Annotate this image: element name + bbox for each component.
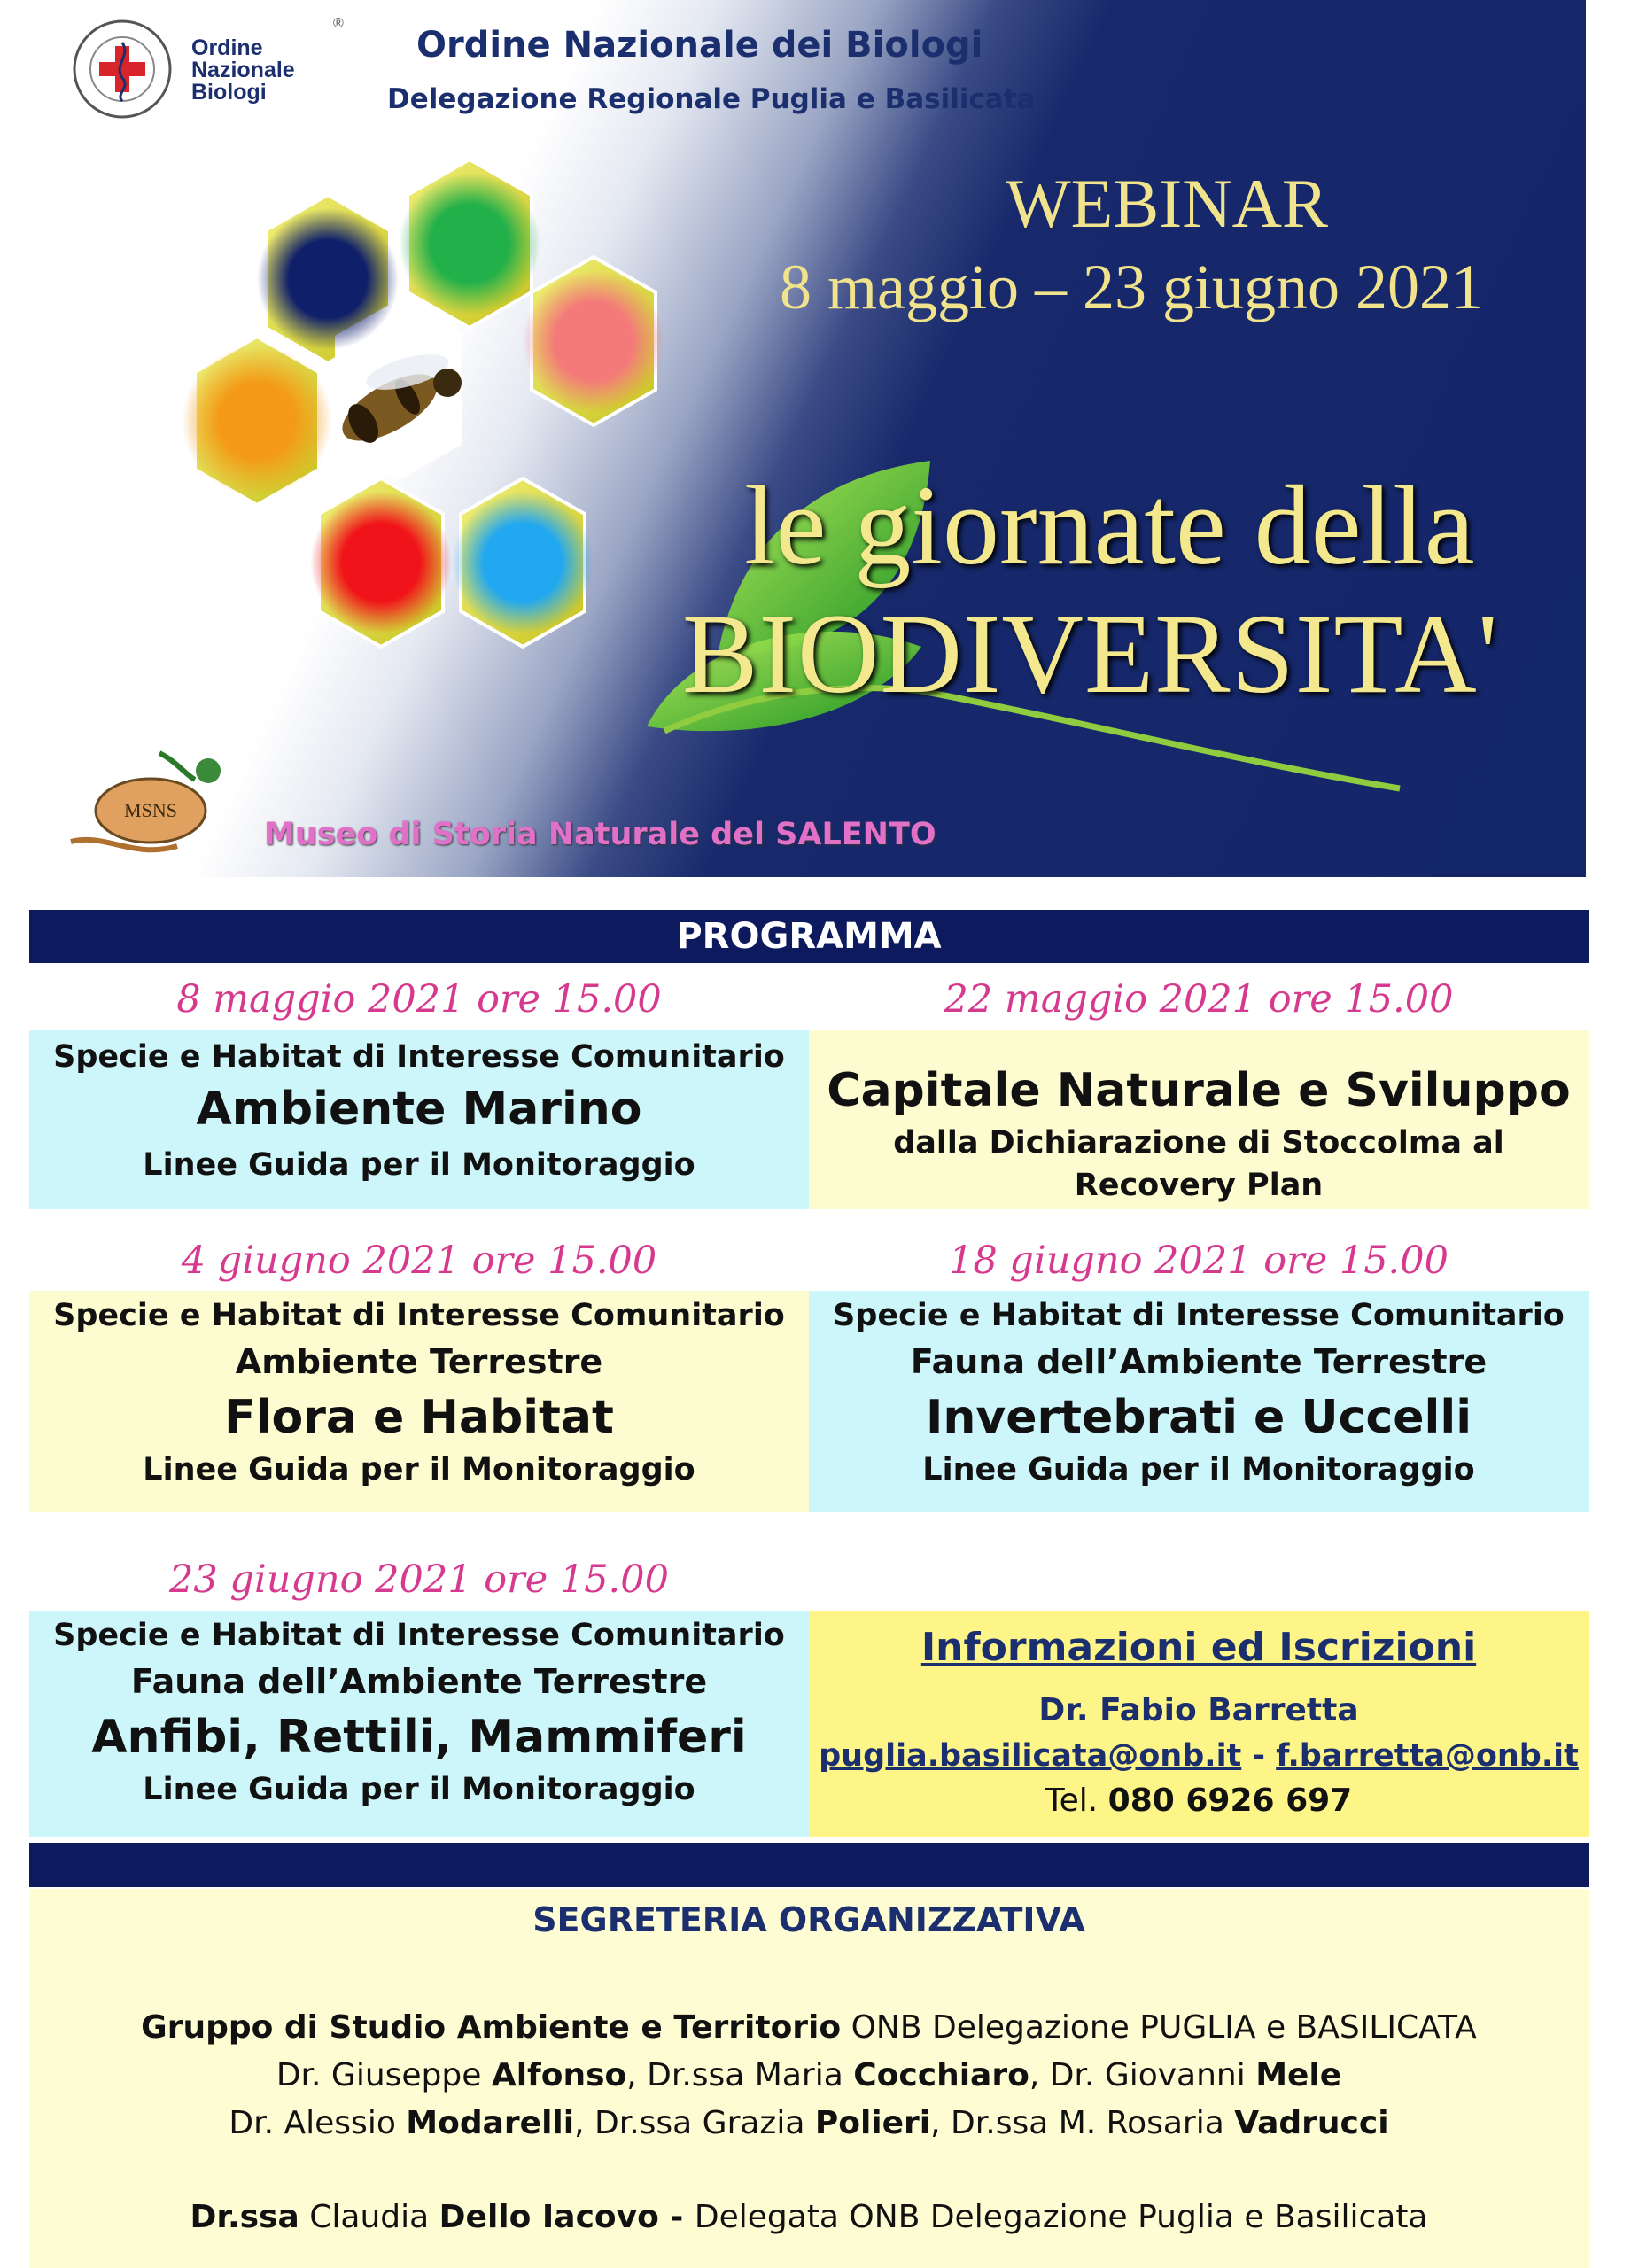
group-name: Gruppo di Studio Ambiente e Territorio — [141, 2009, 842, 2046]
logo-line-3: Biologi — [191, 80, 267, 105]
event-5-line-4: Linee Guida per il Monitoraggio — [143, 1772, 695, 1807]
event-1-line-3: Linee Guida per il Monitoraggio — [143, 1147, 695, 1183]
member-title: , Dr.ssa M. Rosaria — [930, 2105, 1235, 2141]
onb-seal-icon — [69, 16, 184, 122]
info-phone — [809, 1779, 1589, 1823]
event-4-line-2: Fauna dell’Ambiente Terrestre — [910, 1342, 1488, 1381]
event-5-box — [29, 1611, 809, 1837]
logo-line-1: Ordine — [191, 35, 263, 60]
webinar-label: WEBINAR — [1006, 165, 1328, 242]
event-3-line-2: Ambiente Terrestre — [235, 1342, 603, 1381]
event-3-line-4: Linee Guida per il Monitoraggio — [143, 1452, 695, 1487]
event-1-line-1: Specie e Habitat di Interesse Comunitario — [53, 1039, 785, 1075]
event-1-line-2: Ambiente Marino — [196, 1083, 642, 1136]
member-surname: Mele — [1255, 2057, 1342, 2093]
segreteria-delegate-line — [29, 2199, 1589, 2235]
museum-logo-text: MSNS — [124, 799, 177, 821]
event-4-box — [809, 1291, 1589, 1512]
segreteria-heading: SEGRETERIA ORGANIZZATIVA — [532, 1900, 1085, 1939]
member-surname: Polieri — [814, 2105, 931, 2141]
onb-logo — [69, 16, 353, 122]
logo-line-2: Nazionale — [191, 58, 295, 82]
event-2-line-2: dalla Dichiarazione di Stoccolma al Recovery Plan — [893, 1125, 1504, 1203]
webinar-dates: 8 maggio – 23 giugno 2021 — [780, 252, 1483, 322]
event-3-date: 4 giugno 2021 ore 15.00 — [181, 1239, 657, 1283]
delegate-first-name: Claudia — [299, 2199, 439, 2235]
event-4-date: 18 giugno 2021 ore 15.00 — [949, 1239, 1449, 1283]
member-title: , Dr.ssa Grazia — [574, 2105, 815, 2141]
segreteria-members-line-1 — [29, 2057, 1589, 2093]
registered-icon: ® — [333, 16, 344, 31]
member-surname: Modarelli — [406, 2105, 575, 2141]
info-heading: Informazioni ed Iscrizioni — [920, 1625, 1477, 1670]
event-4-line-1: Specie e Habitat di Interesse Comunitario — [833, 1298, 1565, 1333]
segreteria-members-line-2 — [29, 2105, 1589, 2141]
phone-number: 080 6926 697 — [1107, 1783, 1353, 1819]
delegate-role: Delegata ONB Delegazione Puglia e Basilicata — [694, 2199, 1428, 2235]
event-4-line-3: Invertebrati e Uccelli — [925, 1391, 1472, 1444]
delegate-surname: Dello Iacovo - — [439, 2199, 695, 2235]
info-box — [809, 1611, 1589, 1837]
programma-heading: PROGRAMMA — [29, 910, 1589, 963]
event-1-box — [29, 1030, 809, 1209]
museum-logo-icon — [53, 735, 239, 868]
event-4-line-4: Linee Guida per il Monitoraggio — [922, 1452, 1475, 1487]
member-title: Dr. Alessio — [229, 2105, 407, 2141]
divider-bar — [29, 1843, 1589, 1887]
event-2-box — [809, 1030, 1589, 1209]
delegate-title: Dr.ssa — [190, 2199, 299, 2235]
delegation-name: Delegazione Regionale Puglia e Basilicata — [387, 83, 1036, 115]
event-title-line-2: BIODIVERSITA' — [682, 591, 1499, 717]
member-title: , Dr. Giovanni — [1029, 2057, 1256, 2093]
email-link-2[interactable]: f.barretta@onb.it — [1276, 1738, 1579, 1774]
event-2-date: 22 maggio 2021 ore 15.00 — [944, 977, 1454, 1021]
event-5-line-2: Fauna dell’Ambiente Terrestre — [130, 1662, 708, 1701]
event-title-line-1: le giornate della — [744, 462, 1475, 588]
event-5-date: 23 giugno 2021 ore 15.00 — [169, 1557, 669, 1602]
member-title: Dr. Giuseppe — [276, 2057, 492, 2093]
event-3-line-3: Flora e Habitat — [224, 1391, 614, 1444]
event-1-date: 8 maggio 2021 ore 15.00 — [176, 977, 662, 1021]
info-emails — [809, 1733, 1589, 1779]
org-name: Ordine Nazionale dei Biologi — [416, 25, 983, 66]
event-2-line-1: Capitale Naturale e Sviluppo — [827, 1064, 1571, 1117]
member-surname: Vadrucci — [1234, 2105, 1389, 2141]
info-contact-name: Dr. Fabio Barretta — [1038, 1692, 1359, 1728]
email-link-1[interactable]: puglia.basilicata@onb.it — [819, 1738, 1242, 1774]
event-3-line-1: Specie e Habitat di Interesse Comunitario — [53, 1298, 785, 1333]
event-5-line-1: Specie e Habitat di Interesse Comunitario — [53, 1618, 785, 1653]
phone-label: Tel. — [1045, 1783, 1108, 1819]
member-title: , Dr.ssa Maria — [626, 2057, 854, 2093]
member-surname: Alfonso — [491, 2057, 627, 2093]
group-rest: ONB Delegazione PUGLIA e BASILICATA — [841, 2009, 1477, 2046]
segreteria-group-line — [29, 2009, 1589, 2046]
email-separator: - — [1241, 1738, 1277, 1774]
header-banner — [0, 0, 1586, 877]
member-surname: Cocchiaro — [853, 2057, 1029, 2093]
event-3-box — [29, 1291, 809, 1512]
museum-name: Museo di Storia Naturale del SALENTO — [264, 817, 936, 852]
event-5-line-3: Anfibi, Rettili, Mammiferi — [91, 1711, 747, 1764]
